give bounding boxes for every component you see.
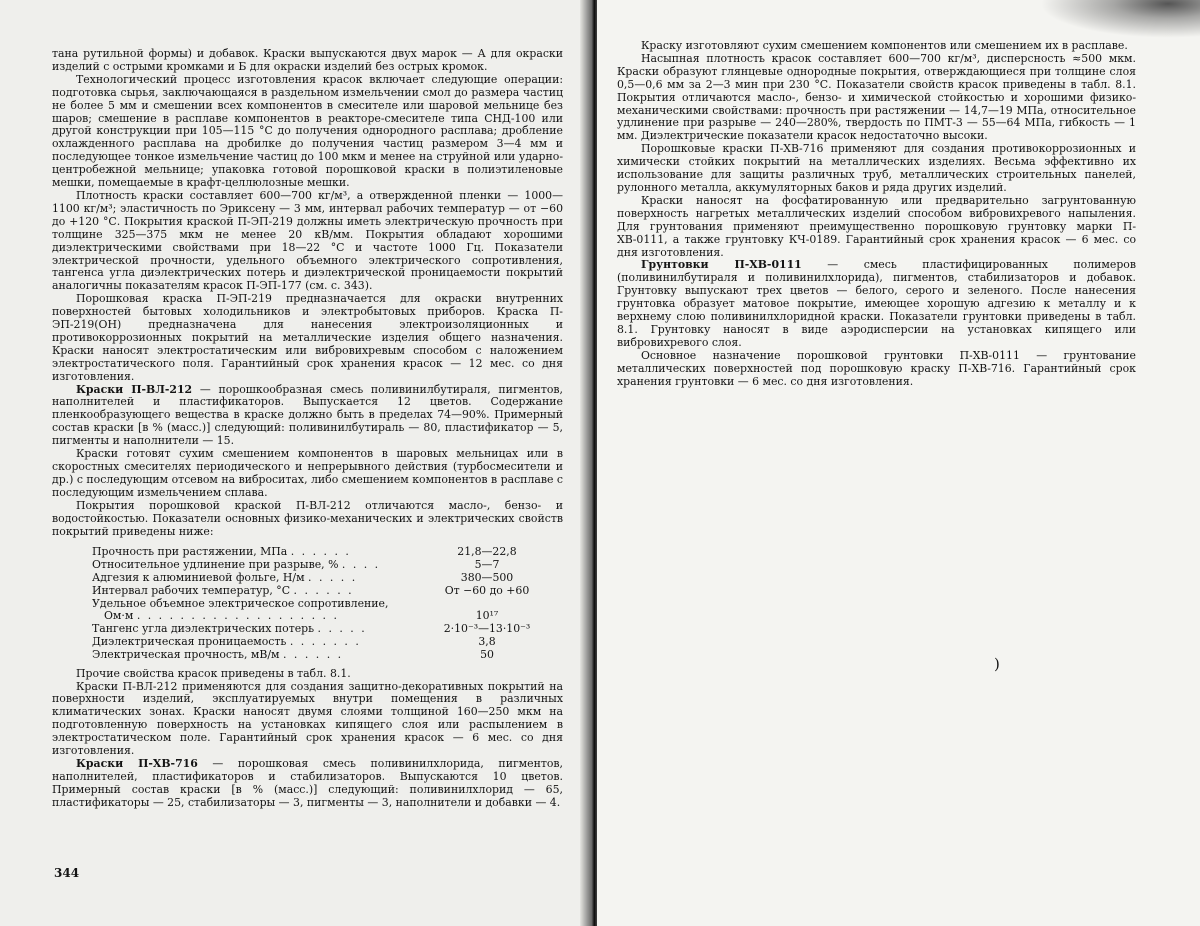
property-row: Ом·м . . . . . . . . . . . . . . . . . . . 10¹⁷ [104,609,499,623]
term-phv-716: Краски П-ХВ-716 [76,756,198,770]
paragraph: тана рутильной формы) и добавок. Краски выпускаются двух марок — А для окраски изделий с острыми кромками и Б для окраски изделий без острых кромок. [52,47,563,73]
paragraph: Порошковые краски П-ХВ-716 применяют для создания противокоррозионных и химически стойких покрытий на металлических изделиях. Весьма эффективно их использование для защиты различных труб, металлических строительных панелей, рулонного металла, аккумуляторных баков и ряда других изделий. [617,142,1136,194]
paragraph: Порошковая краска П-ЭП-219 предназначается для окраски внутренних поверхностей бытовых холодильников и электробытовых приборов. Краска П-ЭП-219(ОН) предназначена для нанесения электроизоляционных и противокоррозионных покрытий на металлические изделия общего назначения. Краски наносят электростатическим или вибровихревым способом с наложением электростатического поля. Гарантийный срок хранения красок — 12 мес. со дня изготовления. [52,292,563,383]
right-page [597,0,1200,926]
property-row: Относительное удлинение при разрыве, % . . . . 5—7 [92,558,500,572]
page-number: 344 [54,866,80,880]
paragraph: Покрытия порошковой краской П-ВЛ-212 отличаются масло-, бензо- и водостойкостью. Показатели основных физико-механических и электрических свойств покрытий приведены ниже: [52,498,563,538]
scan-artifact [1040,0,1200,38]
paragraph: Краску изготовляют сухим смешением компонентов или смешением их в расплаве. [641,39,1128,52]
term-primer: Грунтовки П-ХВ-0111 [641,258,802,272]
property-row: Интервал рабочих температур, °С . . . . . . От −60 до +60 [92,583,530,597]
paragraph: Краски готовят сухим смешением компонентов в шаровых мельницах или в скоростных смесителях периодического и непрерывного действия (турбосмесители и др.) с последующим отсевом на виброситах, либо смешением компонентов в расплаве с последующим измельчением сплава. [52,447,563,499]
paragraph: Технологический процесс изготовления красок включает следующие операции: подготовка сырья, заключающаяся в раздельном измельчении смол до размера частиц не более 5 мм и смешении всех компонентов в смесителе или шаровой мельнице без шаров; смешение в расплаве компонентов в реакторе-смесителе типа СНД-100 или другой конструкции при 105—115 °С до получения однородного расплава; дробление охлажденного расплава на дробилке до получения частиц размером 3—4 мм и последующее тонкое измельчение частиц до 100 мкм и менее на струйной или ударно-центробежной мельнице; упаковка готовой порошковой краски в полиэтиленовые мешки, помещаемые в крафт-целлюлозные мешки. [52,72,563,190]
property-row: Удельное объемное электрическое сопротивление, [92,596,389,610]
paragraph: Прочие свойства красок приведены в табл. 8.1. [76,666,351,680]
property-row: Диэлектрическая проницаемость . . . . . . . 3,8 [92,635,496,649]
property-row: Электрическая прочность, мВ/м . . . . . . 50 [92,647,494,661]
paragraph-phv-716: Краски П-ХВ-716 — порошковая смесь поливинилхлорида, пигментов, наполнителей, пластификаторов и стабилизаторов. Выпускаются 10 цветов. Примерный состав краски [в % (масс.)] следующий: поливинилхлорид — 65, пластификаторы — 25, стабилизаторы — 3, пигменты — 3, наполнители и добавки — 4. [52,756,564,809]
paragraph-primer: Грунтовки П-ХВ-0111 — смесь пластифицированных полимеров (поливинилбутираля и поливинилхлорида), пигментов, стабилизаторов и добавок. Грунтовку выпускают трех цветов — белого, серого и зеленого. После нанесения грунтовка образует матовое покрытие, имеющее хорошую адгезию к металлу и к верхнему слою поливинилхлоридной краски. Показатели грунтовки приведены в табл. 8.1. Грунтовку наносят в виде аэродисперсии на установках кипящего или вибровихревого слоя. [617,258,1136,349]
left-page [0,0,593,926]
term-pvl-212: Краски П-ВЛ-212 [76,382,193,396]
paragraph-pvl-212: Краски П-ВЛ-212 — порошкообразная смесь поливинилбутираля, пигментов, наполнителей и пластификаторов. Выпускается 12 цветов. Содержание пленкообразующего вещества в краске должно быть в пределах 74—90%. Примерный состав краски [в % (масс.)] следующий: поливинилбутираль — 80, пластификатор — 5, пигменты и наполнители — 15. [52,382,563,448]
properties-table [92,546,552,661]
paragraph: Плотность краски составляет 600—700 кг/м³, а отвержденной пленки — 1000—1100 кг/м³; эластичность по Эриксену — 3 мм, интервал рабочих температур — от −60 до +120 °С. Покрытия краской П-ЭП-219 должны иметь электрическую прочность при толщине 325—375 мкм не менее 20 кВ/мм. Покрытия обладают хорошими диэлектрическими свойствами при 18—22 °С и частоте 1000 Гц. Показатели электрической прочности, удельного объемного электрического сопротивления, тангенса угла диэлектрических потерь и диэлектрической проницаемости покрытий аналогичны показателям красок П-ЭП-177 (см. с. 343). [52,188,563,293]
paragraph: Краски П-ВЛ-212 применяются для создания защитно-декоративных покрытий на поверхности изделий, эксплуатируемых внутри помещения в различных климатических зонах. Краски наносят двумя слоями толщиной 160—250 мкм на подготовленную поверхность на установках кипящего слоя или распылением в электростатическом поле. Гарантийный срок хранения красок — 6 мес. со дня изготовления. [52,679,563,758]
property-row: Тангенс угла диэлектрических потерь . . . . . 2·10⁻³—13·10⁻³ [92,622,531,636]
paragraph: Краски наносят на фосфатированную или предварительно загрунтованную поверхность нагретых металлических изделий способом вибровихревого напыления. Для грунтования применяют преимущественно порошковую грунтовку марки П-ХВ-0111, а также грунтовку КЧ-0189. Гарантийный срок хранения красок — 6 мес. со дня изготовления. [617,193,1136,259]
paragraph: Насыпная плотность красок составляет 600—700 кг/м³, дисперсность ≈500 мкм. Краски образуют глянцевые однородные покрытия, отверждающиеся при толщине слоя 0,5—0,6 мм за 2—3 мин при 230 °С. Показатели свойств красок приведены в табл. 8.1. Покрытия отличаются масло-, бензо- и химической стойкостью и хорошими физико-механическими свойствами: прочность при растяжении — 14,7—19 МПа, относительное удлинение при разрыве — 240—280%, твердость по ПМТ-3 — 55—64 МПа, гибкость — 1 мм. Диэлектрические показатели красок недостаточно высоки. [617,51,1136,143]
property-row: Адгезия к алюминиевой фольге, Н/м . . . . . 380—500 [92,571,514,585]
margin-mark: ) [994,655,1000,673]
property-row: Прочность при растяжении, МПа . . . . . . 21,8—22,8 [92,545,517,559]
paragraph: Основное назначение порошковой грунтовки П-ХВ-0111 — грунтование металлических поверхностей под порошковую краску П-ХВ-716. Гарантийный срок хранения грунтовки — 6 мес. со дня изготовления. [617,348,1136,388]
